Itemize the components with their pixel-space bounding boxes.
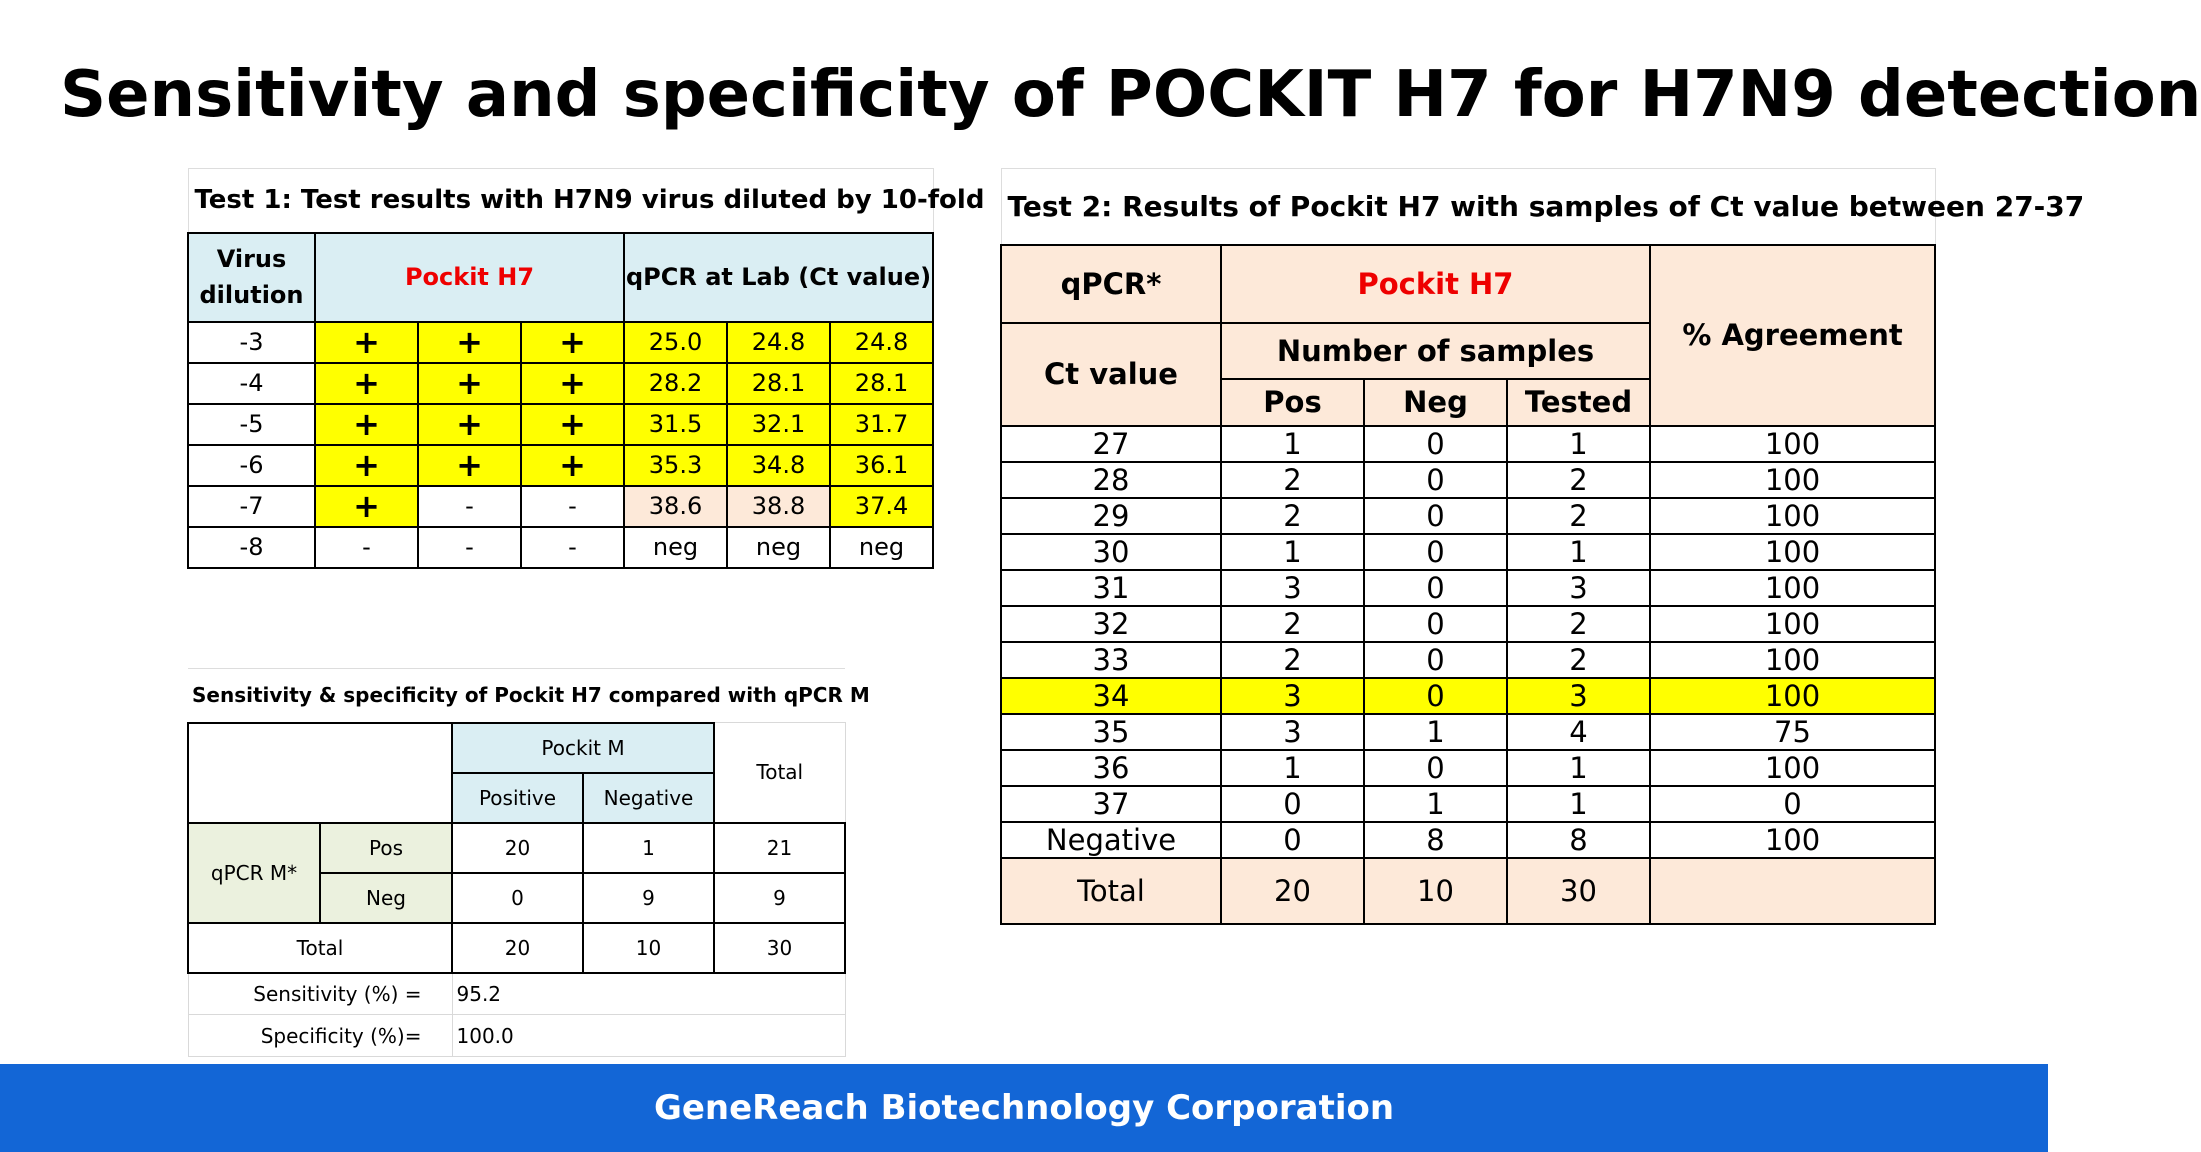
sensitivity-table <box>187 668 870 1057</box>
tested-count-cell: 1 <box>1507 426 1650 462</box>
test1-table <box>187 168 985 569</box>
pos-count-cell: 3 <box>1221 678 1364 714</box>
number-of-samples-header: Number of samples <box>1221 323 1650 379</box>
pockit-result-cell: + <box>418 363 521 404</box>
qpcr-ct-cell: neg <box>830 527 933 568</box>
dilution-cell: -7 <box>188 486 315 527</box>
qpcr-ct-cell: 24.8 <box>830 322 933 363</box>
sens-corner-cell <box>188 723 452 823</box>
ct-value-cell: 34 <box>1001 678 1221 714</box>
pos-header: Pos <box>1221 379 1364 426</box>
neg-count-cell: 0 <box>1364 426 1507 462</box>
pos-count-cell: 1 <box>1221 750 1364 786</box>
neg-count-cell: 0 <box>1364 750 1507 786</box>
tested-count-cell: 1 <box>1507 786 1650 822</box>
specificity-value: 100.0 <box>452 1015 845 1057</box>
ct-value-cell: 36 <box>1001 750 1221 786</box>
qpcr-ct-cell: 28.2 <box>624 363 727 404</box>
dilution-cell: -4 <box>188 363 315 404</box>
qpcr-ct-cell: 38.6 <box>624 486 727 527</box>
neg-header: Neg <box>1364 379 1507 426</box>
agreement-cell: 75 <box>1650 714 1935 750</box>
test1-row <box>188 486 933 527</box>
neg-count-cell: 1 <box>1364 714 1507 750</box>
pockit-result-cell: + <box>315 363 418 404</box>
slide-title: Sensitivity and specificity of POCKIT H7 for H7N9 detection <box>60 58 2201 132</box>
tested-count-cell: 2 <box>1507 498 1650 534</box>
tested-count-cell: 4 <box>1507 714 1650 750</box>
ct-value-cell: 33 <box>1001 642 1221 678</box>
positive-header: Positive <box>452 773 583 823</box>
test1-row <box>188 527 933 568</box>
ct-value-cell: 28 <box>1001 462 1221 498</box>
pos-row-label: Pos <box>320 823 452 873</box>
neg-count-cell: 0 <box>1364 606 1507 642</box>
total-pos-cell: 20 <box>1221 858 1364 924</box>
pos-count-cell: 2 <box>1221 606 1364 642</box>
pockit-h7-header-2: Pockit H7 <box>1221 245 1650 323</box>
test2-row <box>1001 678 1935 714</box>
total-positive-cell: 20 <box>452 923 583 973</box>
qpcr-m-label: qPCR M* <box>188 823 320 923</box>
pockit-result-cell: - <box>418 527 521 568</box>
tested-count-cell: 3 <box>1507 570 1650 606</box>
ct-value-cell: 32 <box>1001 606 1221 642</box>
qpcr-header: qPCR* <box>1001 245 1221 323</box>
virus-dilution-header <box>188 233 315 322</box>
test2-row <box>1001 822 1935 858</box>
pockit-result-cell: + <box>521 363 624 404</box>
virus-dilution-line1: Virus <box>216 245 287 273</box>
qpcr-ct-cell: 25.0 <box>624 322 727 363</box>
pockit-result-cell: + <box>418 404 521 445</box>
ct-value-cell: 31 <box>1001 570 1221 606</box>
neg-row-label: Neg <box>320 873 452 923</box>
pockit-result-cell: - <box>418 486 521 527</box>
qpcr-ct-cell: 32.1 <box>727 404 830 445</box>
neg-count-cell: 0 <box>1364 462 1507 498</box>
pos-count-cell: 0 <box>1221 822 1364 858</box>
ct-value-cell: 35 <box>1001 714 1221 750</box>
test1-caption: Test 1: Test results with H7N9 virus diluted by 10-fold <box>188 169 933 233</box>
total-tested-cell: 30 <box>1507 858 1650 924</box>
specificity-label: Specificity (%)= <box>188 1015 452 1057</box>
pockit-result-cell: + <box>315 404 418 445</box>
total-agreement-cell <box>1650 858 1935 924</box>
qpcr-ct-cell: 31.7 <box>830 404 933 445</box>
footer-company: GeneReach Biotechnology Corporation <box>0 1064 2048 1152</box>
pos-count-cell: 1 <box>1221 534 1364 570</box>
qpcr-ct-cell: 34.8 <box>727 445 830 486</box>
test2-caption: Test 2: Results of Pockit H7 with samples of Ct value between 27-37 <box>1001 169 1935 245</box>
pockit-h7-header: Pockit H7 <box>315 233 624 322</box>
test2-row <box>1001 570 1935 606</box>
neg-count-cell: 0 <box>1364 570 1507 606</box>
qpcr-ct-cell: 28.1 <box>727 363 830 404</box>
agreement-cell: 100 <box>1650 822 1935 858</box>
qpcr-ct-cell: 36.1 <box>830 445 933 486</box>
test2-row <box>1001 786 1935 822</box>
pos-total-cell: 21 <box>714 823 845 873</box>
tested-count-cell: 2 <box>1507 606 1650 642</box>
test2-table <box>1000 168 2085 925</box>
tested-count-cell: 8 <box>1507 822 1650 858</box>
sensitivity-label: Sensitivity (%) = <box>188 973 452 1015</box>
neg-count-cell: 0 <box>1364 498 1507 534</box>
agreement-cell: 0 <box>1650 786 1935 822</box>
pockit-result-cell: + <box>521 322 624 363</box>
pos-count-cell: 1 <box>1221 426 1364 462</box>
pos-count-cell: 2 <box>1221 462 1364 498</box>
total-column-header: Total <box>714 723 845 823</box>
pos-positive-cell: 20 <box>452 823 583 873</box>
tested-count-cell: 2 <box>1507 642 1650 678</box>
ct-value-header: Ct value <box>1001 323 1221 426</box>
pos-count-cell: 2 <box>1221 498 1364 534</box>
dilution-cell: -8 <box>188 527 315 568</box>
tested-count-cell: 3 <box>1507 678 1650 714</box>
neg-count-cell: 0 <box>1364 534 1507 570</box>
test2-row <box>1001 750 1935 786</box>
test2-row <box>1001 714 1935 750</box>
test1-row <box>188 322 933 363</box>
test2-row <box>1001 642 1935 678</box>
tested-count-cell: 1 <box>1507 750 1650 786</box>
dilution-cell: -3 <box>188 322 315 363</box>
qpcr-ct-cell: neg <box>624 527 727 568</box>
qpcr-ct-cell: 38.8 <box>727 486 830 527</box>
virus-dilution-line2: dilution <box>199 281 304 309</box>
agreement-cell: 100 <box>1650 678 1935 714</box>
pockit-result-cell: - <box>521 486 624 527</box>
qpcr-lab-header: qPCR at Lab (Ct value) <box>624 233 933 322</box>
agreement-cell: 100 <box>1650 606 1935 642</box>
total-negative-cell: 10 <box>583 923 714 973</box>
dilution-cell: -5 <box>188 404 315 445</box>
total-neg-cell: 10 <box>1364 858 1507 924</box>
agreement-cell: 100 <box>1650 534 1935 570</box>
agreement-cell: 100 <box>1650 462 1935 498</box>
total-total-cell: 30 <box>714 923 845 973</box>
ct-value-cell: 29 <box>1001 498 1221 534</box>
qpcr-ct-cell: 31.5 <box>624 404 727 445</box>
neg-count-cell: 0 <box>1364 642 1507 678</box>
qpcr-ct-cell: 37.4 <box>830 486 933 527</box>
neg-positive-cell: 0 <box>452 873 583 923</box>
test2-row <box>1001 426 1935 462</box>
test2-row <box>1001 462 1935 498</box>
neg-count-cell: 1 <box>1364 786 1507 822</box>
ct-value-cell: 30 <box>1001 534 1221 570</box>
total-label-cell: Total <box>1001 858 1221 924</box>
pockit-result-cell: + <box>315 486 418 527</box>
pockit-result-cell: - <box>521 527 624 568</box>
neg-count-cell: 0 <box>1364 678 1507 714</box>
pockit-result-cell: + <box>315 322 418 363</box>
pockit-result-cell: + <box>418 322 521 363</box>
neg-negative-cell: 9 <box>583 873 714 923</box>
tested-count-cell: 2 <box>1507 462 1650 498</box>
test2-row <box>1001 606 1935 642</box>
sensitivity-value: 95.2 <box>452 973 845 1015</box>
ct-value-cell: 27 <box>1001 426 1221 462</box>
pos-count-cell: 3 <box>1221 714 1364 750</box>
pockit-result-cell: + <box>418 445 521 486</box>
test2-row <box>1001 534 1935 570</box>
agreement-cell: 100 <box>1650 570 1935 606</box>
qpcr-ct-cell: neg <box>727 527 830 568</box>
tested-header: Tested <box>1507 379 1650 426</box>
negative-header: Negative <box>583 773 714 823</box>
dilution-cell: -6 <box>188 445 315 486</box>
agreement-cell: 100 <box>1650 426 1935 462</box>
neg-total-cell: 9 <box>714 873 845 923</box>
test1-row <box>188 404 933 445</box>
ct-value-cell: 37 <box>1001 786 1221 822</box>
pos-count-cell: 3 <box>1221 570 1364 606</box>
agreement-cell: 100 <box>1650 750 1935 786</box>
pockit-result-cell: + <box>521 445 624 486</box>
test1-row <box>188 363 933 404</box>
pos-count-cell: 0 <box>1221 786 1364 822</box>
pos-negative-cell: 1 <box>583 823 714 873</box>
pockit-result-cell: + <box>521 404 624 445</box>
pos-count-cell: 2 <box>1221 642 1364 678</box>
neg-count-cell: 8 <box>1364 822 1507 858</box>
qpcr-ct-cell: 24.8 <box>727 322 830 363</box>
tested-count-cell: 1 <box>1507 534 1650 570</box>
total-row-label: Total <box>188 923 452 973</box>
pockit-result-cell: - <box>315 527 418 568</box>
test1-row <box>188 445 933 486</box>
pockit-m-header: Pockit M <box>452 723 714 773</box>
agreement-cell: 100 <box>1650 498 1935 534</box>
pockit-result-cell: + <box>315 445 418 486</box>
sens-caption: Sensitivity & specificity of Pockit H7 compared with qPCR M <box>188 669 845 723</box>
agreement-cell: 100 <box>1650 642 1935 678</box>
ct-value-cell: Negative <box>1001 822 1221 858</box>
qpcr-ct-cell: 28.1 <box>830 363 933 404</box>
agreement-header: % Agreement <box>1650 245 1935 426</box>
qpcr-ct-cell: 35.3 <box>624 445 727 486</box>
test2-row <box>1001 498 1935 534</box>
